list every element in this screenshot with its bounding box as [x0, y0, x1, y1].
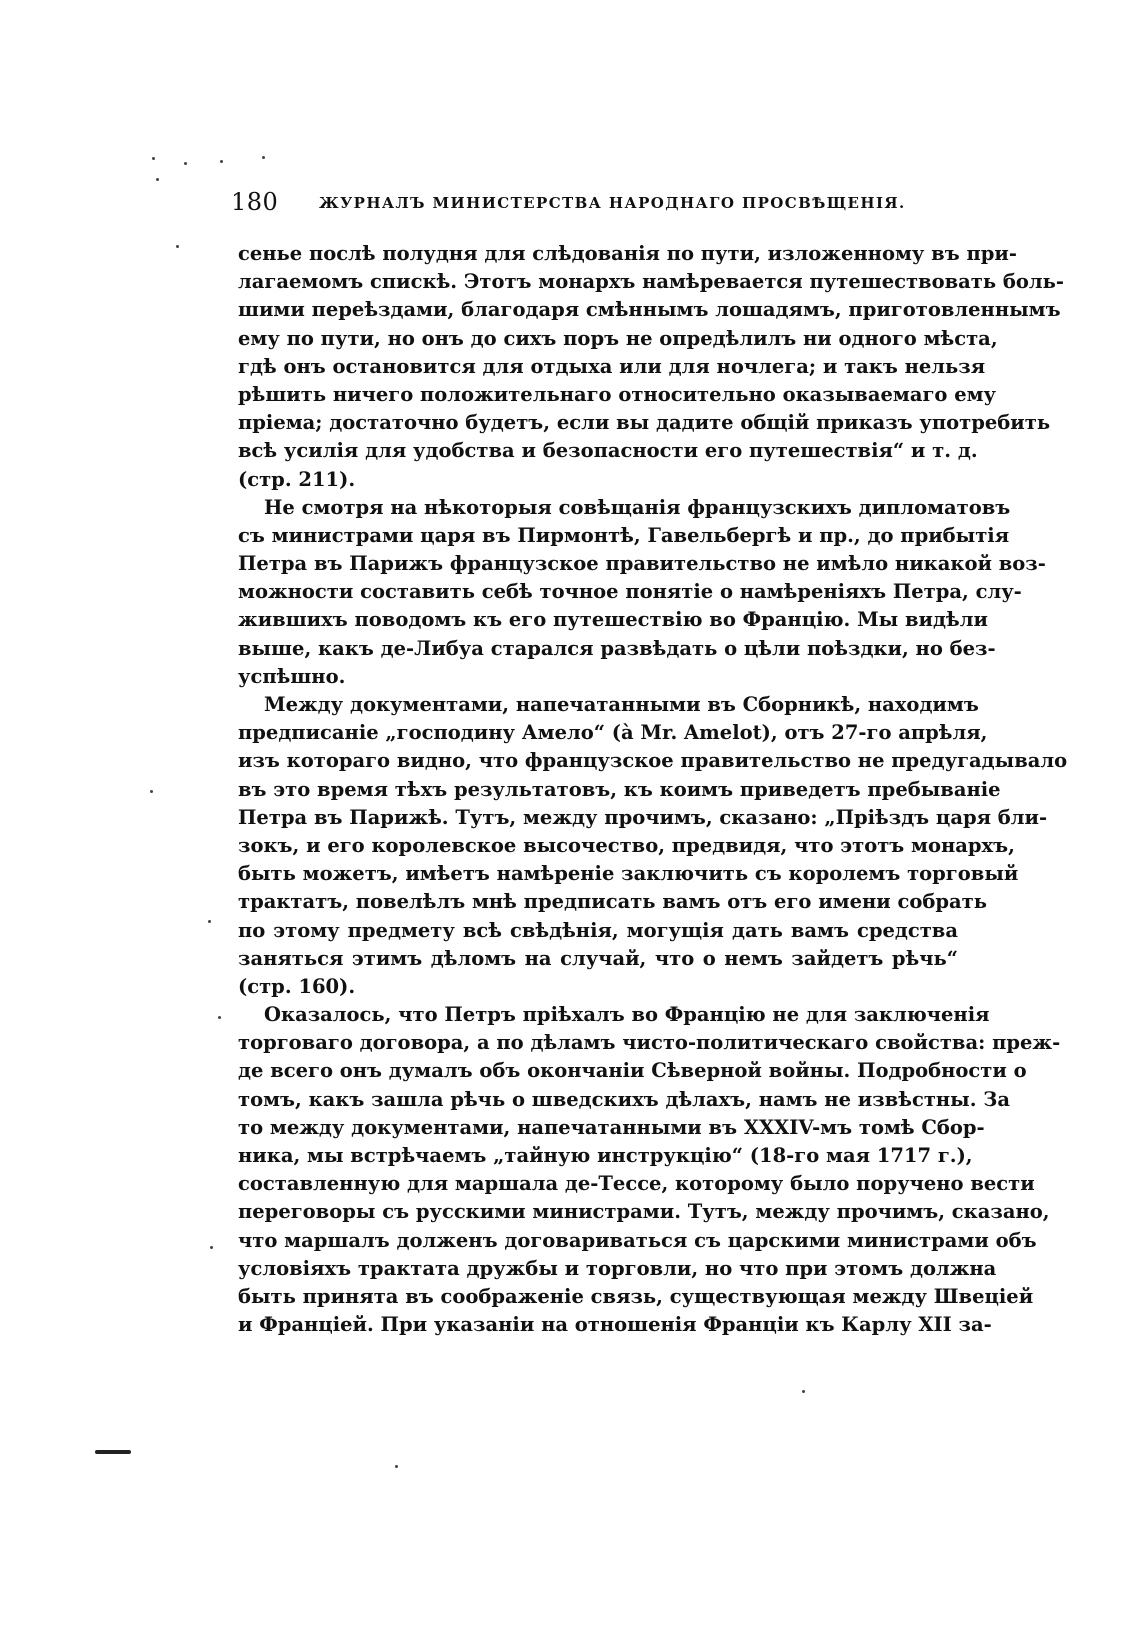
text-line: выше, какъ де-Либуа старался развѣдать о цѣли поѣздки, но без-	[238, 636, 996, 660]
text-line: быть можетъ, имѣетъ намѣреніе заключить съ королемъ торговый	[238, 862, 1019, 886]
text-line: по этому предмету всѣ свѣдѣнія, могущія дать вамъ средства	[238, 918, 958, 942]
scan-speck	[208, 920, 211, 923]
body-text	[238, 240, 1068, 1339]
text-line: (стр. 211).	[238, 467, 356, 491]
text-line: Оказалось, что Петръ пріѣхалъ во Францію не для заключенія	[264, 1003, 990, 1027]
text-line: томъ, какъ зашла рѣчь о шведскихъ дѣлахъ, намъ не извѣстны. За	[238, 1087, 1010, 1111]
text-line: (стр. 160).	[238, 974, 356, 998]
scan-speck	[150, 790, 153, 793]
text-line: и Франціей. При указаніи на отношенія Франціи къ Карлу XII за-	[238, 1313, 992, 1337]
text-line: лагаемомъ спискѣ. Этотъ монархъ намѣревается путешествовать боль-	[238, 270, 1064, 294]
scan-speck	[218, 1016, 221, 1019]
text-line: въ это время тѣхъ результатовъ, къ коимъ приведетъ пребываніе	[238, 777, 1001, 801]
text-line: гдѣ онъ остановится для отдыха или для ночлега; и такъ нельзя	[238, 354, 986, 378]
scan-speck	[152, 157, 155, 160]
running-header	[231, 188, 961, 224]
text-line: де всего онъ думалъ объ окончаніи Сѣверной войны. Подробности о	[238, 1059, 1027, 1083]
text-line: сенье послѣ полудня для слѣдованія по пути, изложенному въ при-	[238, 242, 1017, 265]
text-line: заняться этимъ дѣломъ на случай, что о немъ зайдетъ рѣчь“	[238, 946, 958, 970]
scan-speck	[395, 1465, 398, 1468]
text-line: ему по пути, но онъ до сихъ поръ не опредѣлилъ ни одного мѣста,	[238, 326, 998, 350]
scan-speck	[802, 1390, 805, 1393]
text-line: всѣ усилія для удобства и безопасности его путешествія“ и т. д.	[238, 439, 978, 463]
paragraph	[238, 240, 1064, 494]
paragraph	[238, 1001, 1061, 1339]
text-line: быть принята въ соображеніе связь, существующая между Швеціей	[238, 1284, 1034, 1308]
page-number: 180	[231, 188, 279, 216]
text-line: переговоры съ русскими министрами. Тутъ, между прочимъ, сказано,	[238, 1200, 1050, 1224]
text-line: то между документами, напечатанными въ XXXIV-мъ томѣ Сбор-	[238, 1115, 985, 1139]
text-line: Петра въ Парижѣ. Тутъ, между прочимъ, сказано: „Пріѣздъ царя бли-	[238, 805, 1048, 829]
running-title: ЖУРНАЛЪ МИНИСТЕРСТВА НАРОДНАГО ПРОСВѢЩЕНІЯ.	[319, 194, 906, 212]
text-line: Не смотря на нѣкоторыя совѣщанія французскихъ дипломатовъ	[264, 495, 1011, 519]
text-line: пріема; достаточно будетъ, если вы дадите общій приказъ употребить	[238, 411, 1051, 435]
text-line: ника, мы встрѣчаемъ „тайную инструкцію“ (18-го мая 1717 г.),	[238, 1144, 973, 1167]
text-line: трактатъ, повелѣлъ мнѣ предписать вамъ отъ его имени собрать	[238, 890, 987, 914]
scan-speck	[210, 1246, 213, 1249]
text-line: можности составить себѣ точное понятіе о намѣреніяхъ Петра, слу-	[238, 580, 1022, 604]
paragraph	[238, 691, 1068, 1001]
text-line: что маршалъ долженъ договариваться съ царскими министрами объ	[238, 1228, 1037, 1252]
text-line: изъ котораго видно, что французское правительство не предугадывало	[238, 749, 1068, 773]
text-line: Между документами, напечатанными въ Сборникѣ, находимъ	[264, 693, 979, 716]
text-line: успѣшно.	[238, 664, 346, 688]
text-line: предписаніе „господину Амело“ (à Mr. Amelot), отъ 27-го апрѣля,	[238, 721, 988, 745]
text-line: жившихъ поводомъ къ его путешествію во Францію. Мы видѣли	[238, 608, 988, 632]
scan-speck	[156, 178, 159, 181]
text-line: условіяхъ трактата дружбы и торговли, но что при этомъ должна	[238, 1256, 997, 1280]
text-line: шими переѣздами, благодаря смѣннымъ лошадямъ, приготовленнымъ	[238, 298, 1061, 322]
text-line: Петра въ Парижъ французское правительство не имѣло никакой воз-	[238, 552, 1046, 576]
scan-speck	[176, 245, 179, 248]
text-line: рѣшить ничего положительнаго относительно оказываемаго ему	[238, 382, 997, 406]
scan-dash-mark	[95, 1450, 131, 1454]
text-line: съ министрами царя въ Пирмонтѣ, Гавельбергѣ и пр., до прибытія	[238, 523, 1010, 547]
scan-speck	[220, 160, 223, 163]
text-line: торговаго договора, а по дѣламъ чисто-политическаго свойства: преж-	[238, 1031, 1061, 1055]
text-line: составленную для маршала де-Тессе, которому было поручено вести	[238, 1172, 1035, 1196]
scan-speck	[184, 162, 187, 165]
text-line: зокъ, и его королевское высочество, предвидя, что этотъ монархъ,	[238, 833, 1015, 857]
scan-speck	[262, 156, 265, 159]
paragraph	[238, 494, 1046, 691]
